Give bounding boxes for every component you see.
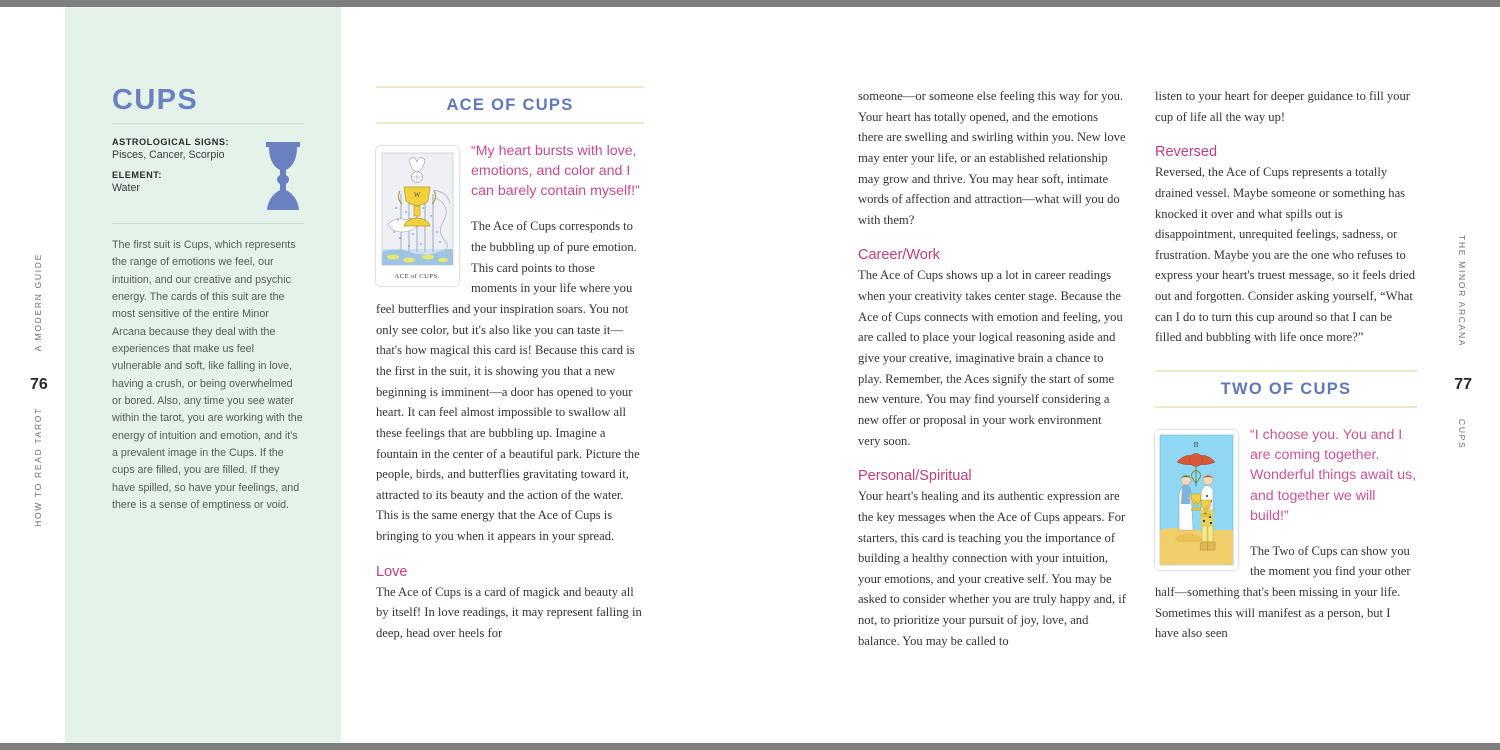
column-ace-of-cups-1 — [376, 86, 644, 644]
page-number-76: 76 — [30, 376, 48, 393]
love-body: The Ace of Cups is a card of magick and beauty all by itself! In love readings, it may represent falling in deep, head over heels for — [376, 584, 642, 640]
suit-sidebar-content — [112, 86, 304, 514]
two-of-cups-block — [1155, 425, 1417, 644]
header-rule-bottom — [376, 122, 644, 124]
ace-of-cups-card-figure — [376, 146, 459, 286]
page-number-77: 77 — [1454, 376, 1472, 393]
astrological-signs-label: ASTROLOGICAL SIGNS: — [112, 137, 230, 147]
page-top-edge — [0, 0, 1500, 7]
suit-title: CUPS — [112, 84, 199, 116]
element-value: Water — [112, 182, 140, 195]
reversed-heading: Reversed — [1155, 144, 1218, 161]
column-reversed-and-two-of-cups — [1155, 86, 1417, 644]
svg-text:W: W — [413, 191, 421, 199]
suit-sidebar-cups — [65, 7, 341, 743]
page-verso-76 — [0, 7, 750, 743]
career-work-body: The Ace of Cups shows up a lot in career readings when your creativity takes center stage. Because the Ace of Cups connects with emotion and feeling, you are called to place your logical reasoning aside and give your creative, imaginative brain a chance to play. Remember, the Aces signify the start of some new venture. You may find yourself considering a new offer or proposal in your work environment very soon. — [858, 268, 1123, 448]
running-head-the-minor-arcana: THE MINOR ARCANA — [1457, 235, 1467, 348]
two-of-cups-header — [1155, 370, 1417, 408]
running-head-cups: CUPS — [1457, 419, 1467, 450]
personal-spiritual-body-continued: listen to your heart for deeper guidance to fill your cup of life all the way up! — [1155, 89, 1410, 124]
ace-of-cups-heading: ACE OF CUPS — [446, 96, 574, 114]
personal-spiritual-body: Your heart's healing and its authentic expression are the key messages when the Ace of Cups appears. For starters, this card is teaching you the importance of building a healthy connection with your intuition, your emotions, and your creative self. You may be asked to consider whether you are truly happy and, if not, to prioritize your pursuit of joy, love, and balance. You may be called to — [858, 489, 1126, 648]
suit-description: The first suit is Cups, which represents the range of emotions we feel, our intuition, and our creative and psychic energy. The cards of this suit are the most sensitive of the entire Minor Arcana because they deal with the experiences that make us feel vulnerable and soft, like falling in love, having a crush, or being overwhelmed or bored. Also, any time you see water within the tarot, you are working with the energy of intuition and emotion, and it's a prevalent image in the Cups. If the cups are filled, you are filled. If they have spilled, so have your feelings, and there is a sense of emptiness or void. — [112, 239, 303, 511]
love-body-continued: someone—or someone else feeling this way for you. Your heart has totally opened, and the emotions there are swelling and swirling within you. New love may enter your life, or an established relationship may grow and thrive. You may hear soft, intimate words of affection and attraction—what will you do with them? — [858, 89, 1126, 227]
chalice-icon — [262, 138, 304, 218]
reversed-body: Reversed, the Ace of Cups represents a totally drained vessel. Maybe someone or something has knocked it over and what spills out is disappointment, unrequited feelings, sadness, or frustration. Maybe you are the one who refuses to express your heart's truest message, so it feels dried out and forgotten. Consider asking yourself, “What can I do to turn this cup around so that I can be filled and bubbling with life once more?” — [1155, 165, 1416, 345]
love-heading: Love — [376, 563, 408, 580]
two-of-cups-heading: TWO OF CUPS — [1220, 380, 1352, 399]
career-work-heading: Career/Work — [858, 247, 940, 264]
page-bottom-edge — [0, 743, 1500, 750]
tarot-card-two-of-cups — [1155, 430, 1238, 570]
header-rule-bottom-2 — [1155, 406, 1417, 408]
ace-of-cups-intro: The Ace of Cups corresponds to the bubbling up of pure emotion. This card points to those moments in your life where you feel butterflies and your inspiration soars. You not only see color, but it's also like you can taste it—that's how magical this card is! Because this card is the first in the suit, it is showing you that a new beginning is imminent—a door has opened to your heart. It can feel almost impossible to swallow all these feelings that are bubbling up. Imagine a fountain in the center of a beautiful park. Picture the people, birds, and butterflies gravitating toward it, attracted to its beauty and the action of the water. This is the same energy that the Ace of Cups is bringing to you when it appears in your spread. — [376, 219, 640, 544]
ace-of-cups-header — [376, 86, 644, 124]
running-head-a-modern-guide: A MODERN GUIDE — [33, 253, 43, 352]
tarot-card-ace-of-cups — [376, 146, 459, 286]
personal-spiritual-heading: Personal/Spiritual — [858, 468, 972, 485]
column-ace-of-cups-2 — [858, 86, 1126, 651]
element-label: ELEMENT: — [112, 169, 162, 180]
two-of-cups-quote: “I choose you. You and I are coming together. Wonderful things await us, and together we will build!” — [1250, 427, 1417, 524]
ace-of-cups-quote: “My heart bursts with love, emotions, and color and I can barely contain myself!” — [471, 143, 640, 200]
two-of-cups-intro: The Two of Cups can show you the moment you find your other half—something that's been missing in your life. Sometimes this will manifest as a person, but I have also seen — [1155, 543, 1411, 641]
astrological-signs-value: Pisces, Cancer, Scorpio — [112, 149, 225, 162]
svg-text:ACE of CUPS.: ACE of CUPS. — [394, 273, 440, 280]
running-head-how-to-read-tarot: HOW TO READ TAROT — [33, 407, 43, 527]
suit-attributes — [112, 124, 304, 223]
two-of-cups-card-figure — [1155, 430, 1238, 570]
svg-text:II: II — [1193, 441, 1199, 450]
suit-divider-bottom — [112, 223, 304, 224]
